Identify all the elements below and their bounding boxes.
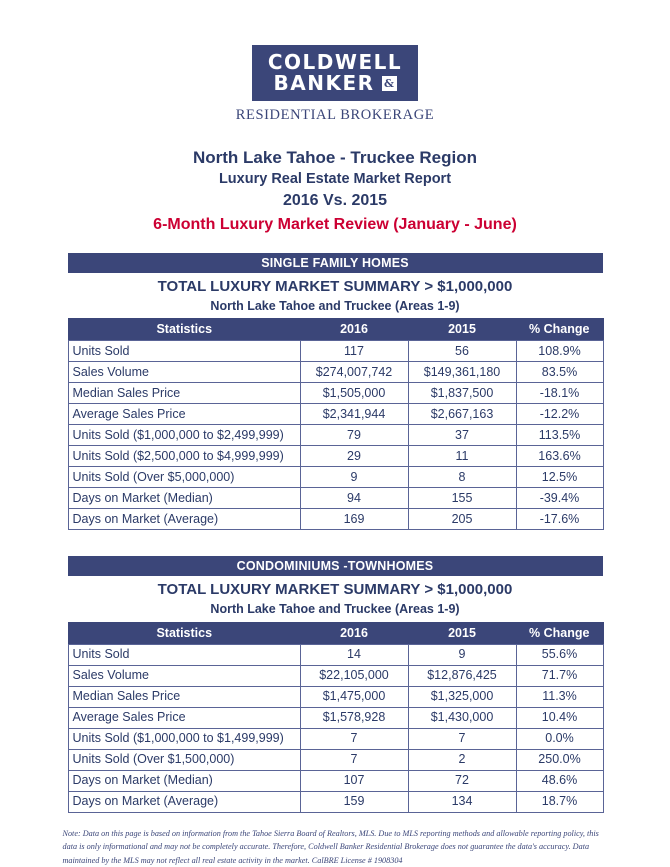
cell-2016: $1,475,000	[300, 686, 408, 707]
cell-change: 12.5%	[516, 467, 603, 488]
cell-change: 83.5%	[516, 362, 603, 383]
cell-2015: 56	[408, 341, 516, 362]
cell-change: 71.7%	[516, 665, 603, 686]
cell-change: 163.6%	[516, 446, 603, 467]
market-table-condominiums	[68, 622, 604, 813]
table-row	[68, 644, 603, 665]
cell-statistic: Units Sold ($2,500,000 to $4,999,999)	[68, 446, 300, 467]
section-area-subtitle: North Lake Tahoe and Truckee (Areas 1-9)	[210, 298, 460, 313]
cell-2016: 79	[300, 425, 408, 446]
cell-statistic: Days on Market (Average)	[68, 791, 300, 812]
cell-2016: 169	[300, 509, 408, 530]
table-row	[68, 665, 603, 686]
cell-2015: 8	[408, 467, 516, 488]
cell-statistic: Units Sold (Over $5,000,000)	[68, 467, 300, 488]
table-row	[68, 791, 603, 812]
section-single-family-homes	[68, 253, 603, 531]
cell-2015: 205	[408, 509, 516, 530]
cell-2015: $1,837,500	[408, 383, 516, 404]
table-row	[68, 728, 603, 749]
cell-statistic: Sales Volume	[68, 665, 300, 686]
table-row	[68, 425, 603, 446]
column-header-2016: 2016	[300, 319, 408, 341]
cell-change: 10.4%	[516, 707, 603, 728]
table-row	[68, 341, 603, 362]
section-area-subtitle: North Lake Tahoe and Truckee (Areas 1-9)	[210, 602, 460, 617]
cell-change: -18.1%	[516, 383, 603, 404]
cell-statistic: Units Sold ($1,000,000 to $2,499,999)	[68, 425, 300, 446]
cell-2015: $1,325,000	[408, 686, 516, 707]
table-row	[68, 362, 603, 383]
cell-change: 18.7%	[516, 791, 603, 812]
cell-statistic: Units Sold (Over $1,500,000)	[68, 749, 300, 770]
cell-2015: 2	[408, 749, 516, 770]
page-title-years: 2016 Vs. 2015	[282, 192, 388, 210]
column-header-2016: 2016	[300, 622, 408, 644]
cell-statistic: Units Sold ($1,000,000 to $1,499,999)	[68, 728, 300, 749]
disclaimer-note: Note: Data on this page is based on information from the Tahoe Sierra Board of Realtors, MLS. Due to MLS reporting methods and allowable reporting policy, this data is only informational and may not be completely accurate. Therefore, Coldwell Banker Residential Brokerage does not guarantee the data's accuracy. Data maintained by the MLS may not reflect all real estate activity in the market. CalBRE License # 1908304	[62, 828, 599, 865]
cell-2015: $1,430,000	[408, 707, 516, 728]
cell-statistic: Median Sales Price	[68, 383, 300, 404]
page-title-period: 6-Month Luxury Market Review (January - June)	[153, 215, 517, 233]
logo-badge	[252, 45, 418, 101]
table-body	[68, 644, 603, 812]
cell-2016: $2,341,944	[300, 404, 408, 425]
cell-2016: 159	[300, 791, 408, 812]
cell-change: -12.2%	[516, 404, 603, 425]
table-row	[68, 488, 603, 509]
table-row	[68, 383, 603, 404]
page-title-report: Luxury Real Estate Market Report	[218, 171, 452, 188]
column-header-change: % Change	[516, 319, 603, 341]
cell-2015: $2,667,163	[408, 404, 516, 425]
cell-2016: $274,007,742	[300, 362, 408, 383]
cell-2015: 72	[408, 770, 516, 791]
cell-change: -17.6%	[516, 509, 603, 530]
section-summary-title: TOTAL LUXURY MARKET SUMMARY > $1,000,000	[157, 277, 513, 295]
cell-2016: 29	[300, 446, 408, 467]
market-table-single-family	[68, 318, 604, 530]
cell-statistic: Average Sales Price	[68, 707, 300, 728]
cell-2016: 117	[300, 341, 408, 362]
cell-2015: 11	[408, 446, 516, 467]
table-body	[68, 341, 603, 530]
ampersand-icon: &	[382, 76, 397, 91]
table-row	[68, 770, 603, 791]
column-header-2015: 2015	[408, 622, 516, 644]
table-row	[68, 446, 603, 467]
cell-statistic: Units Sold	[68, 341, 300, 362]
table-row	[68, 509, 603, 530]
table-row	[68, 686, 603, 707]
cell-statistic: Average Sales Price	[68, 404, 300, 425]
section-band-label: CONDOMINIUMS -TOWNHOMES	[68, 556, 603, 576]
cell-change: 0.0%	[516, 728, 603, 749]
cell-2016: 7	[300, 728, 408, 749]
column-header-statistics: Statistics	[68, 319, 300, 341]
cell-2016: $22,105,000	[300, 665, 408, 686]
cell-change: 48.6%	[516, 770, 603, 791]
cell-change: 250.0%	[516, 749, 603, 770]
cell-change: 55.6%	[516, 644, 603, 665]
cell-change: -39.4%	[516, 488, 603, 509]
cell-statistic: Days on Market (Median)	[68, 488, 300, 509]
cell-change: 113.5%	[516, 425, 603, 446]
cell-statistic: Days on Market (Average)	[68, 509, 300, 530]
logo-wordmark-line1: COLDWELL	[267, 50, 403, 74]
column-header-statistics: Statistics	[68, 622, 300, 644]
cell-2015: 7	[408, 728, 516, 749]
logo-wordmark-line2: BANKER	[273, 71, 375, 95]
page-title-block	[0, 146, 670, 237]
section-band-label: SINGLE FAMILY HOMES	[68, 253, 603, 273]
table-row	[68, 467, 603, 488]
cell-2016: 14	[300, 644, 408, 665]
cell-statistic: Days on Market (Median)	[68, 770, 300, 791]
table-row	[68, 749, 603, 770]
table-row	[68, 404, 603, 425]
cell-2015: 9	[408, 644, 516, 665]
cell-change: 11.3%	[516, 686, 603, 707]
cell-2015: 37	[408, 425, 516, 446]
column-header-2015: 2015	[408, 319, 516, 341]
cell-change: 108.9%	[516, 341, 603, 362]
logo-subtitle: RESIDENTIAL BROKERAGE	[235, 107, 435, 123]
cell-2016: 94	[300, 488, 408, 509]
cell-statistic: Median Sales Price	[68, 686, 300, 707]
table-header-row	[68, 622, 603, 644]
cell-2016: 107	[300, 770, 408, 791]
cell-2016: 7	[300, 749, 408, 770]
cell-2015: $12,876,425	[408, 665, 516, 686]
cell-2016: $1,578,928	[300, 707, 408, 728]
cell-statistic: Units Sold	[68, 644, 300, 665]
cell-2015: 134	[408, 791, 516, 812]
table-header-row	[68, 319, 603, 341]
brand-logo	[0, 0, 670, 124]
logo-wordmark-line2-row	[268, 73, 402, 93]
section-condominiums-townhomes	[68, 556, 603, 813]
table-row	[68, 707, 603, 728]
cell-2016: $1,505,000	[300, 383, 408, 404]
page-title-region: North Lake Tahoe - Truckee Region	[192, 148, 478, 167]
cell-2015: $149,361,180	[408, 362, 516, 383]
section-summary-title: TOTAL LUXURY MARKET SUMMARY > $1,000,000	[157, 581, 513, 599]
cell-statistic: Sales Volume	[68, 362, 300, 383]
cell-2016: 9	[300, 467, 408, 488]
column-header-change: % Change	[516, 622, 603, 644]
cell-2015: 155	[408, 488, 516, 509]
